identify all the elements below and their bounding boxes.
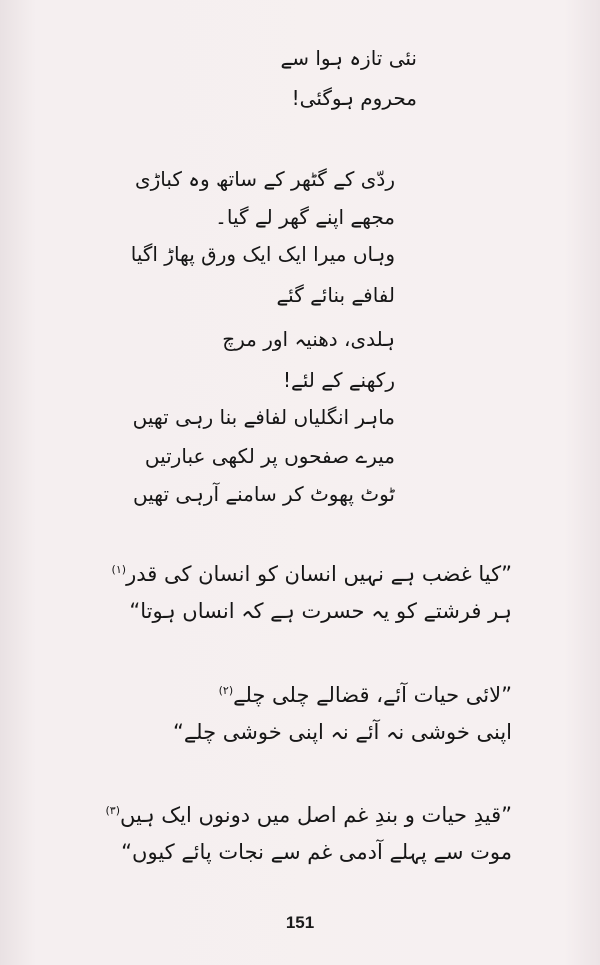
stanza-line: ردّی کے گٹھر کے ساتھ وہ کباڑی [134,167,395,191]
couplet-line [103,797,512,829]
stanza-line: رکھنے کے لئے! [283,368,395,392]
couplet-text: ”کیا غضب ہے نہیں انسان کو انسان کی قدر [126,562,512,586]
stanza-line: مجھے اپنے گھر لے گیا۔ [215,205,395,229]
couplet-line: اپنی خوشی نہ آئے نہ اپنی خوشی چلے“ [172,720,512,744]
poem-line: نئی تازہ ہوا سے [280,46,417,70]
couplet-line [110,556,512,588]
couplet-text: ”قیدِ حیات و بندِ غم اصل میں دونوں ایک ہیں [120,803,512,827]
couplet-line: موت سے پہلے آدمی غم سے نجات پائے کیوں“ [121,840,512,864]
footnote-marker: (۱) [111,563,127,576]
stanza-line: ہلدی، دھنیہ اور مرچ [222,327,395,351]
footnote-marker: (۲) [218,684,234,697]
stanza-line: لفافے بنائے گئے [276,283,395,307]
stanza-line: ماہر انگلیاں لفافے بنا رہی تھیں [132,405,395,429]
couplet-text: ”لائی حیات آئے، قضالے چلی چلے [233,683,512,707]
poem-line: محروم ہوگئی! [291,86,417,110]
couplet-line [217,677,512,709]
page-number: 151 [285,913,315,932]
couplet-line: ہر فرشتے کو یہ حسرت ہے کہ انساں ہوتا“ [129,599,512,623]
stanza-line: ٹوٹ پھوٹ کر سامنے آرہی تھیں [133,482,395,506]
stanza-line: وہاں میرا ایک ایک ورق پھاڑ اگیا [130,242,395,266]
footnote-marker: (۳) [105,804,120,817]
stanza-line: میرے صفحوں پر لکھی عبارتیں [144,444,395,468]
